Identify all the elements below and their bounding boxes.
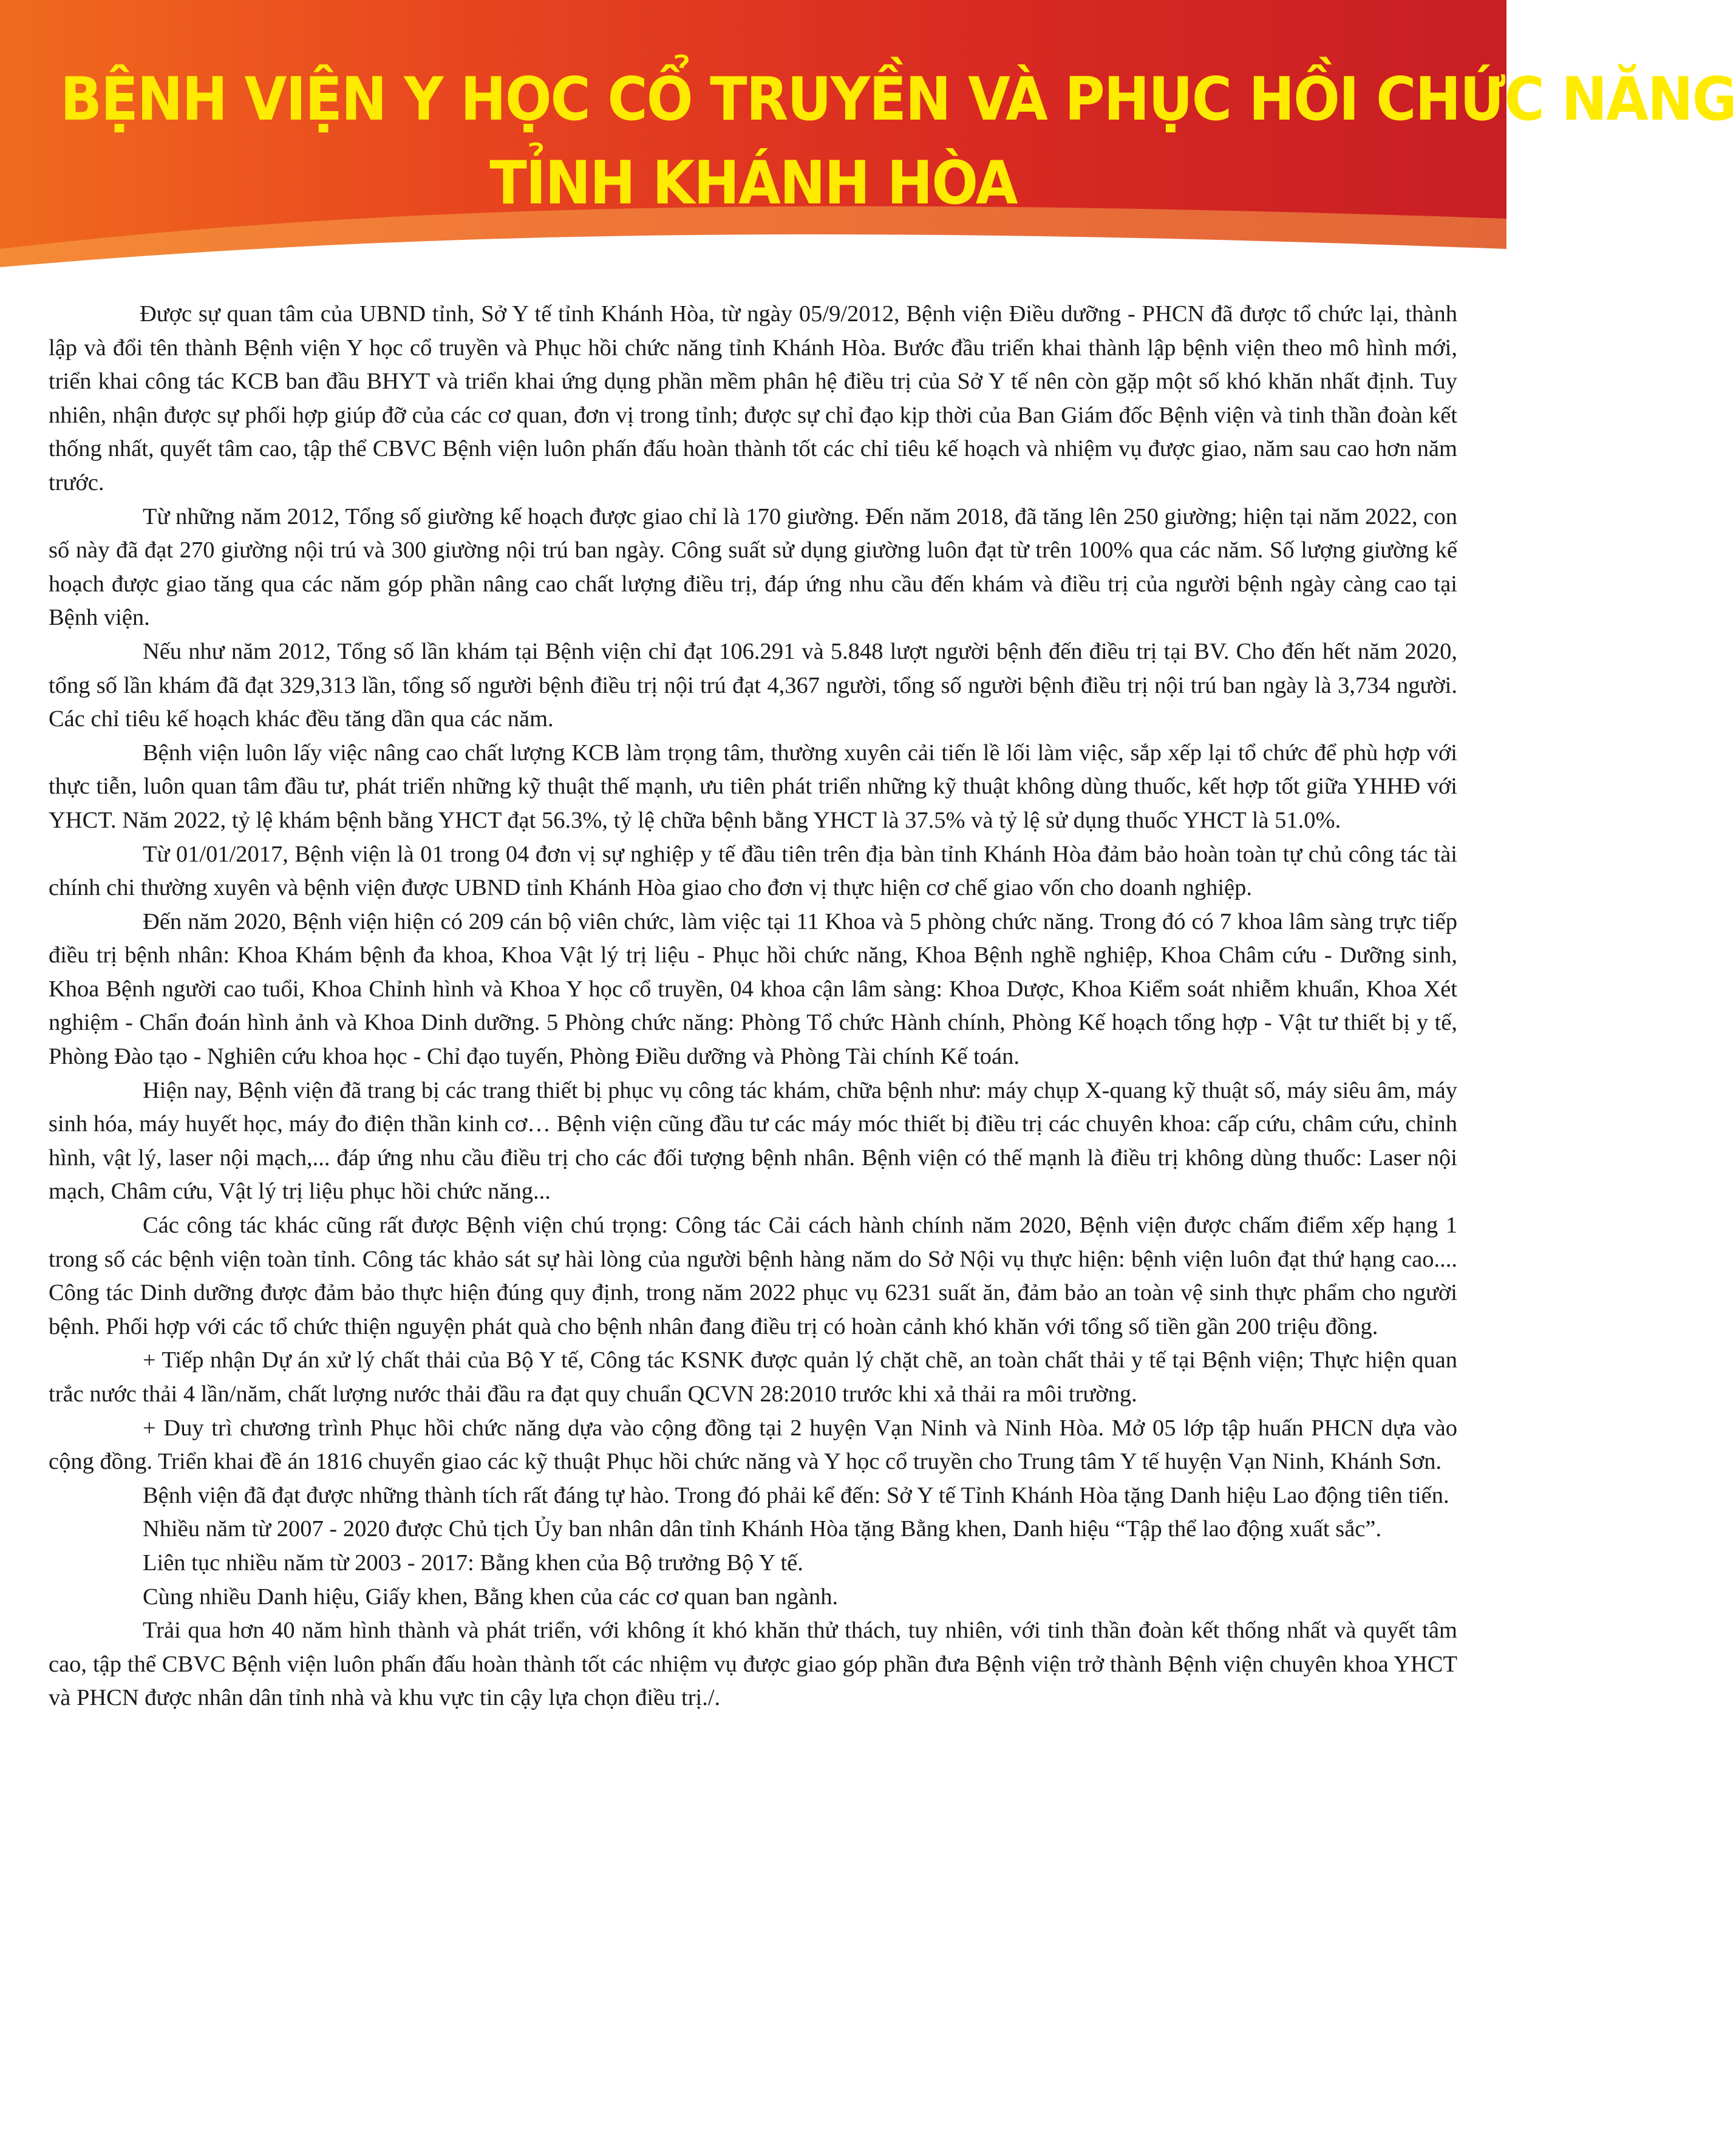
title-line-1: BỆNH VIỆN Y HỌC CỔ TRUYỀN VÀ PHỤC HỒI CHỨC NĂNG xyxy=(60,65,1736,134)
paragraph: Bệnh viện đã đạt được những thành tích rất đáng tự hào. Trong đó phải kể đến: Sở Y tế Tỉnh Khánh Hòa tặng Danh hiệu Lao động tiên tiến. xyxy=(143,1482,1449,1508)
header-banner xyxy=(0,0,1736,273)
paragraph: Các công tác khác cũng rất được Bệnh viện chú trọng: Công tác Cải cách hành chính năm 2020, Bệnh viện được chấm điểm xếp hạng 1 trong số các bệnh viện toàn tỉnh. Công tác khảo sát sự hài lòng của người bệnh hàng năm do Sở Nội vụ thực hiện: bệnh viện luôn đạt thứ hạng cao.... Công tác Dinh dưỡng được đảm bảo thực hiện đúng quy định, trong năm 2022 phục vụ 6231 suất ăn, đảm bảo an toàn vệ sinh thực phẩm cho người bệnh. Phối hợp với các tổ chức thiện nguyện phát quà cho bệnh nhân đang điều trị có hoàn cảnh khó khăn với tổng số tiền gần 200 triệu đồng. xyxy=(49,1213,1457,1339)
paragraph: + Duy trì chương trình Phục hồi chức năng dựa vào cộng đồng tại 2 huyện Vạn Ninh và Ninh Hòa. Mở 05 lớp tập huấn PHCN dựa vào cộng đồng. Triển khai đề án 1816 chuyển giao các kỹ thuật Phục hồi chức năng và Y học cổ truyền cho Trung tâm Y tế huyện Vạn Ninh, Khánh Sơn. xyxy=(49,1415,1457,1475)
paragraph: + Tiếp nhận Dự án xử lý chất thải của Bộ Y tế, Công tác KSNK được quản lý chặt chẽ, an toàn chất thải y tế tại Bệnh viện; Thực hiện quan trắc nước thải 4 lần/năm, chất lượng nước thải đầu ra đạt quy chuẩn QCVN 28:2010 trước khi xả thải ra môi trường. xyxy=(49,1347,1457,1407)
paragraph: Từ những năm 2012, Tổng số giường kế hoạch được giao chỉ là 170 giường. Đến năm 2018, đã tăng lên 250 giường; hiện tại năm 2022, con số này đã đạt 270 giường nội trú và 300 giường nội trú ban ngày. Công suất sử dụng giường luôn đạt từ trên 100% qua các năm. Số lượng giường kế hoạch được giao tăng qua các năm góp phần nâng cao chất lượng điều trị, đáp ứng nhu cầu đến khám và điều trị của người bệnh ngày càng cao tại Bệnh viện. xyxy=(49,503,1457,631)
paragraph: Hiện nay, Bệnh viện đã trang bị các trang thiết bị phục vụ công tác khám, chữa bệnh như: máy chụp X-quang kỹ thuật số, máy siêu âm, máy sinh hóa, máy huyết học, máy đo điện thần kinh cơ… Bệnh viện cũng đầu tư các máy móc thiết bị điều trị các chuyên khoa: cấp cứu, châm cứu, chỉnh hình, vật lý, laser nội mạch,... đáp ứng nhu cầu điều trị cho các đối tượng bệnh nhân. Bệnh viện có thế mạnh là điều trị không dùng thuốc: Laser nội mạch, Châm cứu, Vật lý trị liệu phục hồi chức năng... xyxy=(49,1077,1457,1205)
paragraph: Trải qua hơn 40 năm hình thành và phát triển, với không ít khó khăn thử thách, tuy nhiên, với tinh thần đoàn kết thống nhất và quyết tâm cao, tập thể CBVC Bệnh viện luôn phấn đấu hoàn thành tốt các nhiệm vụ được giao góp phần đưa Bệnh viện trở thành Bệnh viện chuyên khoa YHCT và PHCN được nhân dân tỉnh nhà và khu vực tin cậy lựa chọn điều trị./. xyxy=(49,1618,1457,1711)
paragraph: Nhiều năm từ 2007 - 2020 được Chủ tịch Ủy ban nhân dân tỉnh Khánh Hòa tặng Bằng khen, Danh hiệu “Tập thể lao động xuất sắc”. xyxy=(143,1516,1382,1542)
paragraph: Liên tục nhiều năm từ 2003 - 2017: Bằng khen của Bộ trưởng Bộ Y tế. xyxy=(143,1550,803,1576)
paragraph: Cùng nhiều Danh hiệu, Giấy khen, Bằng khen của các cơ quan ban ngành. xyxy=(143,1584,839,1610)
paragraph: Đến năm 2020, Bệnh viện hiện có 209 cán bộ viên chức, làm việc tại 11 Khoa và 5 phòng chức năng. Trong đó có 7 khoa lâm sàng trực tiếp điều trị bệnh nhân: Khoa Khám bệnh đa khoa, Khoa Vật lý trị liệu - Phục hồi chức năng, Khoa Bệnh nghề nghiệp, Khoa Châm cứu - Dưỡng sinh, Khoa Bệnh người cao tuổi, Khoa Chỉnh hình và Khoa Y học cổ truyền, 04 khoa cận lâm sàng: Khoa Dược, Khoa Kiểm soát nhiễm khuẩn, Khoa Xét nghiệm - Chẩn đoán hình ảnh và Khoa Dinh dưỡng. 5 Phòng chức năng: Phòng Tổ chức Hành chính, Phòng Kế hoạch tổng hợp - Vật tư thiết bị y tế, Phòng Đào tạo - Nghiên cứu khoa học - Chỉ đạo tuyến, Phòng Điều dưỡng và Phòng Tài chính Kế toán. xyxy=(49,908,1457,1070)
paragraph: Bệnh viện luôn lấy việc nâng cao chất lượng KCB làm trọng tâm, thường xuyên cải tiến lề lối làm việc, sắp xếp lại tổ chức để phù hợp với thực tiễn, luôn quan tâm đầu tư, phát triển những kỹ thuật thế mạnh, ưu tiên phát triển những kỹ thuật không dùng thuốc, kết hợp tốt giữa YHHĐ với YHCT. Năm 2022, tỷ lệ khám bệnh bằng YHCT đạt 56.3%, tỷ lệ chữa bệnh bằng YHCT là 37.5% và tỷ lệ sử dụng thuốc YHCT là 51.0%. xyxy=(49,740,1457,833)
article-body xyxy=(49,298,1457,1715)
paragraph: Từ 01/01/2017, Bệnh viện là 01 trong 04 đơn vị sự nghiệp y tế đầu tiên trên địa bàn tỉnh Khánh Hòa đảm bảo hoàn toàn tự chủ công tác tài chính chi thường xuyên và bệnh viện được UBND tỉnh Khánh Hòa giao cho đơn vị thực hiện cơ chế giao vốn cho doanh nghiệp. xyxy=(49,841,1457,901)
page-title xyxy=(60,58,1736,225)
title-line-2: TỈNH KHÁNH HÒA xyxy=(489,149,1017,218)
paragraph: Được sự quan tâm của UBND tỉnh, Sở Y tế tỉnh Khánh Hòa, từ ngày 05/9/2012, Bệnh viện Điều dưỡng - PHCN đã được tổ chức lại, thành lập và đổi tên thành Bệnh viện Y học cổ truyền và Phục hồi chức năng tỉnh Khánh Hòa. Bước đầu triển khai thành lập bệnh viện theo mô hình mới, triển khai công tác KCB ban đầu BHYT và triển khai ứng dụng phần mềm phân hệ điều trị của Sở Y tế nên còn gặp một số khó khăn nhất định. Tuy nhiên, nhận được sự phối hợp giúp đỡ của các cơ quan, đơn vị trong tỉnh; được sự chỉ đạo kịp thời của Ban Giám đốc Bệnh viện và tinh thần đoàn kết thống nhất, quyết tâm cao, tập thể CBVC Bệnh viện luôn phấn đấu hoàn thành tốt các chỉ tiêu kế hoạch và nhiệm vụ được giao, năm sau cao hơn năm trước. xyxy=(49,301,1457,495)
paragraph: Nếu như năm 2012, Tổng số lần khám tại Bệnh viện chỉ đạt 106.291 và 5.848 lượt người bệnh đến điều trị tại BV. Cho đến hết năm 2020, tổng số lần khám đã đạt 329,313 lần, tổng số người bệnh điều trị nội trú đạt 4,367 người, tổng số người bệnh điều trị nội trú ban ngày là 3,734 người. Các chỉ tiêu kế hoạch khác đều tăng dần qua các năm. xyxy=(49,638,1457,732)
